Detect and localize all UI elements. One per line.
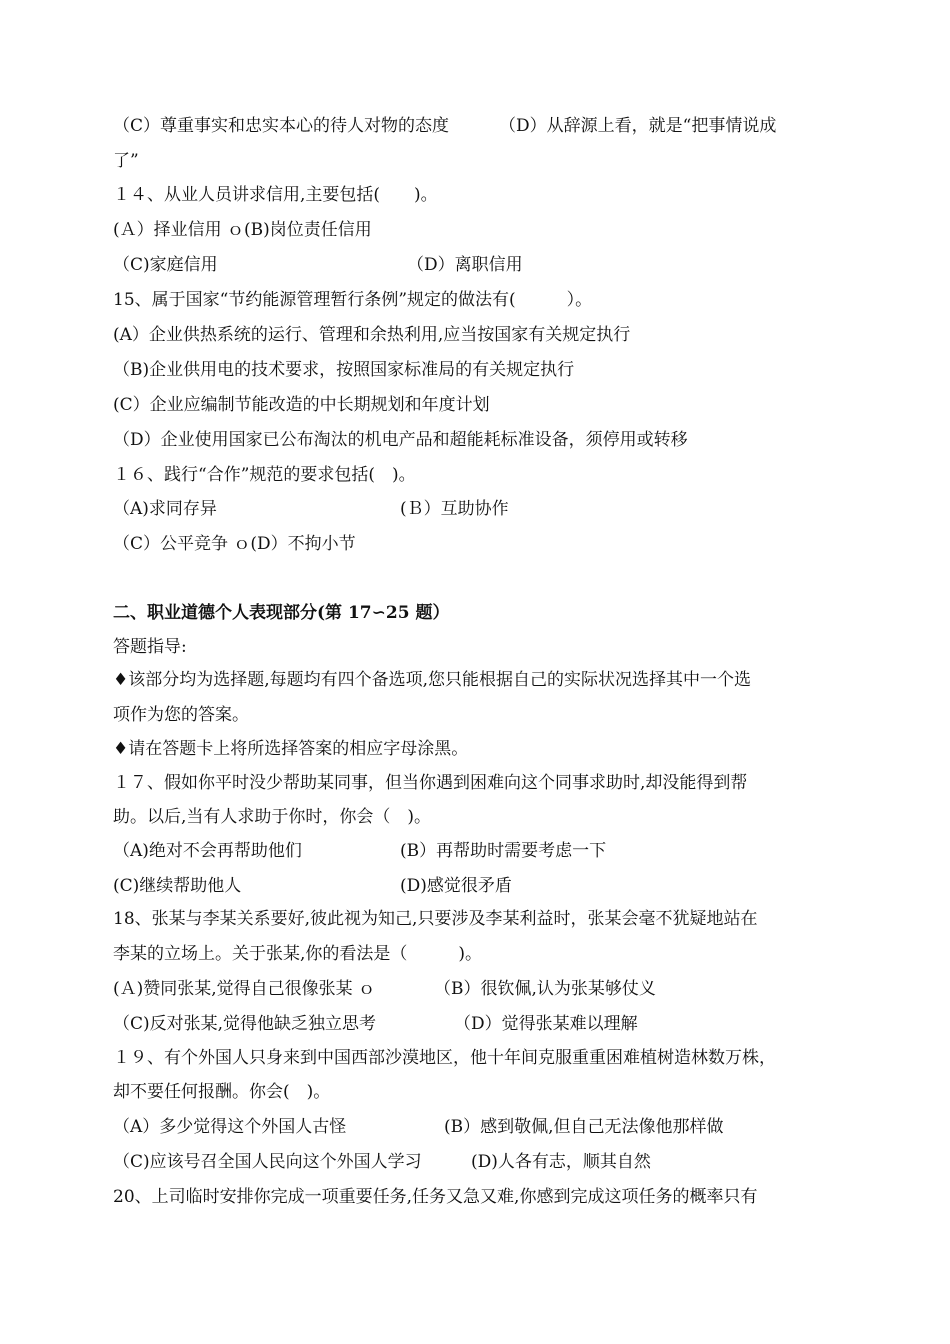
question-18: 18、张某与李某关系要好,彼此视为知己,只要涉及李某利益时，张某会毫不犹疑地站在 <box>113 909 758 929</box>
q15-option-c: (C）企业应编制节能改造的中长期规划和年度计划 <box>113 395 490 415</box>
q15-option-b: （B)企业供用电的技术要求，按照国家标准局的有关规定执行 <box>113 360 575 380</box>
q13-options-cd <box>113 114 850 138</box>
q18-options-cd <box>113 1012 850 1036</box>
q18-option-c: （C)反对张某,觉得他缺乏独立思考 <box>113 1014 377 1034</box>
question-16: １６、践行“合作”规范的要求包括( )。 <box>113 465 416 485</box>
section-2-heading: 二、职业道德个人表现部分(第 17∽25 题） <box>113 603 450 623</box>
q14-option-d: （D）离职信用 <box>407 255 523 275</box>
q16-options-cd: （C）公平竞争 ｏ(D）不拘小节 <box>113 534 356 554</box>
q17-option-a: （A)绝对不会再帮助他们 <box>113 841 302 861</box>
q15-option-a: (A）企业供热系统的运行、管理和余热利用,应当按国家有关规定执行 <box>113 325 631 345</box>
q19-options-ab <box>113 1115 850 1139</box>
question-14: １４、从业人员讲求信用,主要包括( )。 <box>113 185 438 205</box>
q19-option-b: (B）感到敬佩,但自己无法像他那样做 <box>444 1117 724 1137</box>
q18-option-a: (Ａ)赞同张某,觉得自己很像张某 ｏ <box>113 979 376 999</box>
question-15: 15、属于国家“节约能源管理暂行条例”规定的做法有( ）。 <box>113 290 593 310</box>
q19-options-cd <box>113 1150 850 1174</box>
q15-option-d: （D）企业使用国家已公布淘汰的机电产品和超能耗标准设备，须停用或转移 <box>113 430 688 450</box>
q17-option-b: (B）再帮助时需要考虑一下 <box>400 841 607 861</box>
answer-guide-label: 答题指导: <box>113 637 187 657</box>
answer-guide-item-2: ♦请在答题卡上将所选择答案的相应字母涂黑。 <box>113 739 469 759</box>
q17-option-c: (C)继续帮助他人 <box>113 876 242 896</box>
q19-option-d: (D)人各有志，顺其自然 <box>471 1152 651 1172</box>
q14-options-cd <box>113 253 850 277</box>
question-20: 20、上司临时安排你完成一项重要任务,任务又急又难,你感到完成这项任务的概率只有 <box>113 1187 758 1207</box>
question-19-continued: 却不要任何报酬。你会( )。 <box>113 1082 331 1102</box>
q17-options-cd <box>113 874 850 898</box>
q18-option-d: （D）觉得张某难以理解 <box>454 1014 638 1034</box>
q18-options-ab <box>113 977 850 1001</box>
q16-options-ab <box>113 497 850 521</box>
q14-option-c: （C)家庭信用 <box>113 255 218 275</box>
q13-option-c: （C）尊重事实和忠实本心的待人对物的态度 <box>113 116 450 136</box>
q18-option-b: （B）很钦佩,认为张某够仗义 <box>434 979 656 999</box>
q19-option-c: （C)应该号召全国人民向这个外国人学习 <box>113 1152 422 1172</box>
q13-option-d-continued: 了” <box>113 151 139 171</box>
question-18-continued: 李某的立场上。关于张某,你的看法是（ )。 <box>113 944 483 964</box>
answer-guide-item-1-continued: 项作为您的答案。 <box>113 705 249 725</box>
question-17-continued: 助。以后,当有人求助于你时，你会（ )。 <box>113 807 432 827</box>
q13-option-d: （D）从辞源上看，就是“把事情说成 <box>499 116 777 136</box>
q16-option-a: （A)求同存异 <box>113 499 217 519</box>
question-19: １９、有个外国人只身来到中国西部沙漠地区，他十年间克服重重困难植树造林数万株， <box>113 1048 776 1068</box>
q17-options-ab <box>113 839 850 863</box>
answer-guide-item-1: ♦该部分均为选择题,每题均有四个备选项,您只能根据自己的实际状况选择其中一个选 <box>113 670 752 690</box>
question-17: １７、假如你平时没少帮助某同事，但当你遇到困难向这个同事求助时,却没能得到帮 <box>113 773 748 793</box>
q19-option-a: （A）多少觉得这个外国人古怪 <box>113 1117 347 1137</box>
q14-options-ab: (Ａ）择业信用 ｏ(B)岗位责任信用 <box>113 220 372 240</box>
q16-option-b: (Ｂ）互助协作 <box>400 499 509 519</box>
q17-option-d: (D)感觉很矛盾 <box>400 876 512 896</box>
